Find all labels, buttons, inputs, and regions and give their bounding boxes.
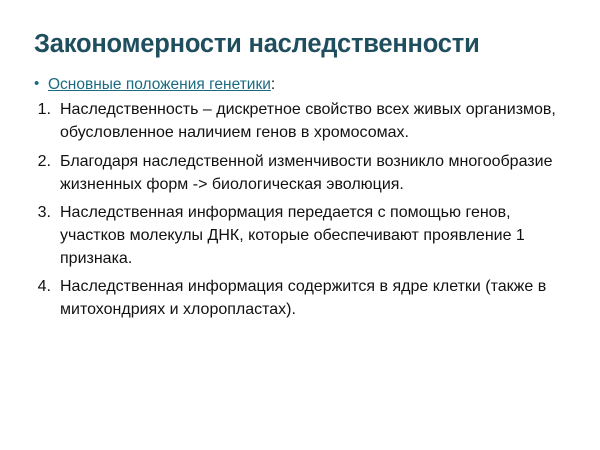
list-item [26, 276, 574, 321]
numbered-list [26, 99, 574, 321]
list-item-text: Благодаря наследственной изменчивости возникло многообразие жизненных форм -> биологическая эволюция. [60, 152, 553, 193]
list-item-number: 3. [37, 204, 51, 222]
list-item-number: 1. [37, 101, 51, 119]
bullet-marker: • [34, 75, 40, 93]
list-item-number: 2. [37, 152, 51, 170]
list-item [26, 151, 574, 196]
list-item-text: Наследственная информация содержится в ядре клетки (также в митохондриях и хлоропластах). [60, 278, 547, 319]
subtitle-link: Основные положения генетики [48, 76, 271, 94]
list-item-text: Наследственность – дискретное свойство всех живых организмов, обусловленное наличием генов в хромосомах. [60, 101, 556, 142]
bullet-item-label [48, 74, 574, 95]
list-item-text: Наследственная информация передается с помощью генов, участков молекулы ДНК, которые обеспечивают проявление 1 признака. [60, 204, 525, 267]
page-title: Закономерности наследственности [34, 30, 480, 58]
list-item [26, 99, 574, 144]
list-item [26, 74, 574, 95]
colon-text: : [270, 76, 276, 94]
list-item-number: 4. [37, 278, 51, 296]
list-item [26, 202, 574, 270]
